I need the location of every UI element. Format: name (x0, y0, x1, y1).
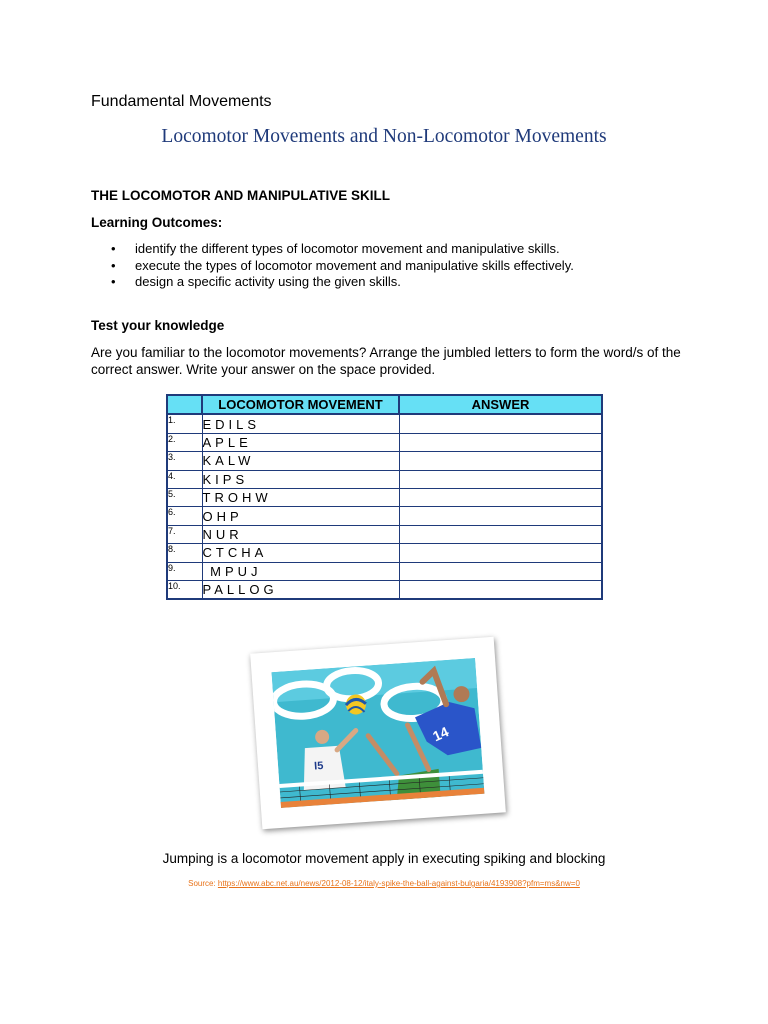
table-body (167, 414, 602, 599)
answer-field[interactable] (399, 525, 602, 543)
table-row (167, 525, 602, 543)
answer-field[interactable] (399, 470, 602, 488)
table-row (167, 470, 602, 488)
learning-outcomes-title: Learning Outcomes: (91, 215, 223, 230)
answer-field[interactable] (399, 580, 602, 599)
row-number: 5. (167, 488, 202, 506)
table-row (167, 544, 602, 562)
jumbled-word: OHP (202, 507, 399, 525)
table-row (167, 580, 602, 599)
answer-field[interactable] (399, 507, 602, 525)
answer-column-header: ANSWER (399, 395, 602, 414)
row-number: 1. (167, 414, 202, 433)
document-heading: Fundamental Movements (91, 93, 272, 110)
list-item: • design a specific activity using the given skills. (91, 274, 574, 291)
answer-field[interactable] (399, 562, 602, 580)
section-title: THE LOCOMOTOR AND MANIPULATIVE SKILL (91, 188, 390, 203)
source-link[interactable]: https://www.abc.net.au/news/2012-08-12/italy-spike-the-ball-against-bulgaria/4193908?pfm=ms&nw=0 (217, 879, 580, 888)
table-row (167, 433, 602, 451)
movement-column-header: LOCOMOTOR MOVEMENT (202, 395, 399, 414)
test-instructions: Are you familiar to the locomotor movements? Arrange the jumbled letters to form the word/s of the correct answer. Write your answer on the space provided. (91, 345, 681, 377)
svg-text:I5: I5 (313, 759, 324, 773)
table-row (167, 507, 602, 525)
test-title: Test your knowledge (91, 318, 225, 333)
answer-field[interactable] (399, 452, 602, 470)
list-item: • identify the different types of locomotor movement and manipulative skills. (91, 241, 574, 258)
jumbled-word: EDILS (202, 414, 399, 433)
row-number: 2. (167, 433, 202, 451)
answer-field[interactable] (399, 488, 602, 506)
row-number: 3. (167, 452, 202, 470)
jersey-number: 14 (430, 723, 451, 745)
row-number: 10. (167, 580, 202, 599)
answer-field[interactable] (399, 544, 602, 562)
jumbled-word: KALW (202, 452, 399, 470)
jumbled-word: KIPS (202, 470, 399, 488)
row-number: 4. (167, 470, 202, 488)
row-number: 9. (167, 562, 202, 580)
photo-caption: Jumping is a locomotor movement apply in executing spiking and blocking (162, 851, 606, 866)
volleyball-photo-image (272, 658, 485, 808)
row-number: 7. (167, 525, 202, 543)
jumbled-word: NUR (202, 525, 399, 543)
jumbled-word: CTCHA (202, 544, 399, 562)
answer-field[interactable] (399, 414, 602, 433)
volleyball-photo (250, 637, 506, 830)
table-row (167, 414, 602, 433)
table-row (167, 488, 602, 506)
list-item: • execute the types of locomotor movement and manipulative skills effectively. (91, 258, 574, 275)
number-column-header (167, 395, 202, 414)
jumbled-word: PALLOG (202, 580, 399, 599)
answer-field[interactable] (399, 433, 602, 451)
table-header-row (167, 395, 602, 414)
jumbled-word: TROHW (202, 488, 399, 506)
jumbled-words-table (166, 394, 603, 600)
row-number: 8. (167, 544, 202, 562)
source-label: Source: (188, 879, 218, 888)
table-row (167, 452, 602, 470)
jumbled-word: APLE (202, 433, 399, 451)
jumbled-word: MPUJ (202, 562, 399, 580)
document-subheading: Locomotor Movements and Non-Locomotor Movements (161, 126, 607, 147)
table-row (167, 562, 602, 580)
learning-outcomes-list (91, 241, 574, 291)
row-number: 6. (167, 507, 202, 525)
photo-source (0, 879, 768, 888)
